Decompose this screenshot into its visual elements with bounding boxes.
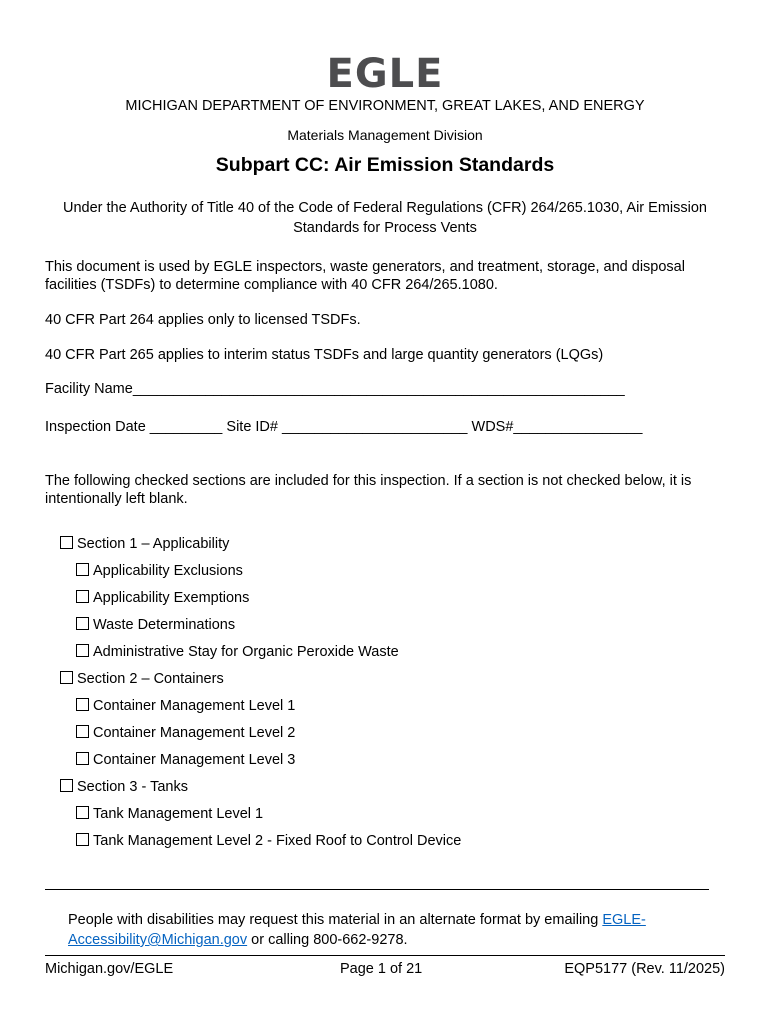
footer-page-number: Page 1 of 21 bbox=[340, 961, 423, 977]
checklist-item-tank-level-2[interactable] bbox=[76, 832, 461, 850]
purpose-paragraph: This document is used by EGLE inspectors, waste generators, and treatment, storage, and disposal facilities (TSDFs) to determine compliance with 40 CFR 264/265.1080. bbox=[45, 259, 685, 293]
checklist-item-applicability-exemptions[interactable] bbox=[76, 589, 249, 607]
checklist-label: Section 1 – Applicability bbox=[77, 536, 230, 552]
part-264-note: 40 CFR Part 264 applies only to licensed TSDFs. bbox=[45, 312, 361, 328]
checklist-item-container-level-1[interactable] bbox=[76, 697, 295, 715]
checkbox[interactable] bbox=[76, 644, 89, 657]
inspection-info-fields[interactable]: Inspection Date _________ Site ID# _______________________ WDS#________________ bbox=[45, 419, 643, 435]
facility-name-field[interactable]: Facility Name_____________________________________________________________ bbox=[45, 381, 625, 397]
checklist-item-waste-determinations[interactable] bbox=[76, 616, 235, 634]
checklist-label: Section 3 - Tanks bbox=[77, 779, 188, 795]
footer-website: Michigan.gov/EGLE bbox=[45, 961, 174, 977]
checklist-label: Applicability Exemptions bbox=[93, 590, 250, 606]
checklist-label: Tank Management Level 2 - Fixed Roof to Control Device bbox=[93, 833, 462, 849]
checklist-item-container-level-2[interactable] bbox=[76, 724, 295, 742]
checklist-item-section-2[interactable] bbox=[60, 670, 224, 688]
division-name: Materials Management Division bbox=[287, 127, 483, 143]
checkbox[interactable] bbox=[76, 617, 89, 630]
checklist-label: Applicability Exclusions bbox=[93, 563, 243, 579]
page-title: Subpart CC: Air Emission Standards bbox=[215, 154, 555, 176]
footer-form-number: EQP5177 (Rev. 11/2025) bbox=[564, 961, 725, 977]
department-name: MICHIGAN DEPARTMENT OF ENVIRONMENT, GREAT LAKES, AND ENERGY bbox=[125, 98, 645, 114]
checkbox[interactable] bbox=[76, 590, 89, 603]
checkbox[interactable] bbox=[76, 806, 89, 819]
checklist-item-applicability-exclusions[interactable] bbox=[76, 562, 243, 580]
checkbox[interactable] bbox=[76, 833, 89, 846]
checklist-item-tank-level-1[interactable] bbox=[76, 805, 263, 823]
egle-logo: EGLE bbox=[326, 51, 444, 97]
checklist-label: Waste Determinations bbox=[93, 617, 236, 633]
sections-intro: The following checked sections are included for this inspection. If a section is not checked below, it is intentionally left blank. bbox=[45, 473, 692, 507]
part-265-note: 40 CFR Part 265 applies to interim status TSDFs and large quantity generators (LQGs) bbox=[45, 347, 604, 363]
checklist-label: Container Management Level 1 bbox=[93, 698, 296, 714]
checklist-label: Container Management Level 3 bbox=[93, 752, 296, 768]
checklist-item-administrative-stay[interactable] bbox=[76, 643, 399, 661]
checkbox[interactable] bbox=[76, 752, 89, 765]
checklist-label: Tank Management Level 1 bbox=[93, 806, 264, 822]
checkbox[interactable] bbox=[60, 671, 73, 684]
footer-divider bbox=[45, 955, 725, 956]
checkbox[interactable] bbox=[60, 779, 73, 792]
checklist-label: Section 2 – Containers bbox=[77, 671, 224, 687]
checkbox[interactable] bbox=[60, 536, 73, 549]
checklist-label: Administrative Stay for Organic Peroxide Waste bbox=[93, 644, 399, 660]
checklist-item-container-level-3[interactable] bbox=[76, 751, 295, 769]
checklist-item-section-1[interactable] bbox=[60, 535, 229, 553]
checkbox[interactable] bbox=[76, 563, 89, 576]
checklist-label: Container Management Level 2 bbox=[93, 725, 296, 741]
accessibility-notice bbox=[68, 910, 708, 950]
checkbox[interactable] bbox=[76, 698, 89, 711]
checklist-item-section-3[interactable] bbox=[60, 778, 188, 796]
accessibility-email-link[interactable]: EGLE-Accessibility@Michigan.gov bbox=[68, 912, 646, 948]
footnote-divider bbox=[45, 889, 709, 890]
checkbox[interactable] bbox=[76, 725, 89, 738]
authority-statement: Under the Authority of Title 40 of the Code of Federal Regulations (CFR) 264/265.1030, Air Emission Standards for Process Vents bbox=[63, 200, 707, 236]
accessibility-text: People with disabilities may request this material in an alternate format by emailing bbox=[68, 912, 603, 928]
accessibility-phone-text: or calling 800-662-9278. bbox=[247, 932, 408, 948]
